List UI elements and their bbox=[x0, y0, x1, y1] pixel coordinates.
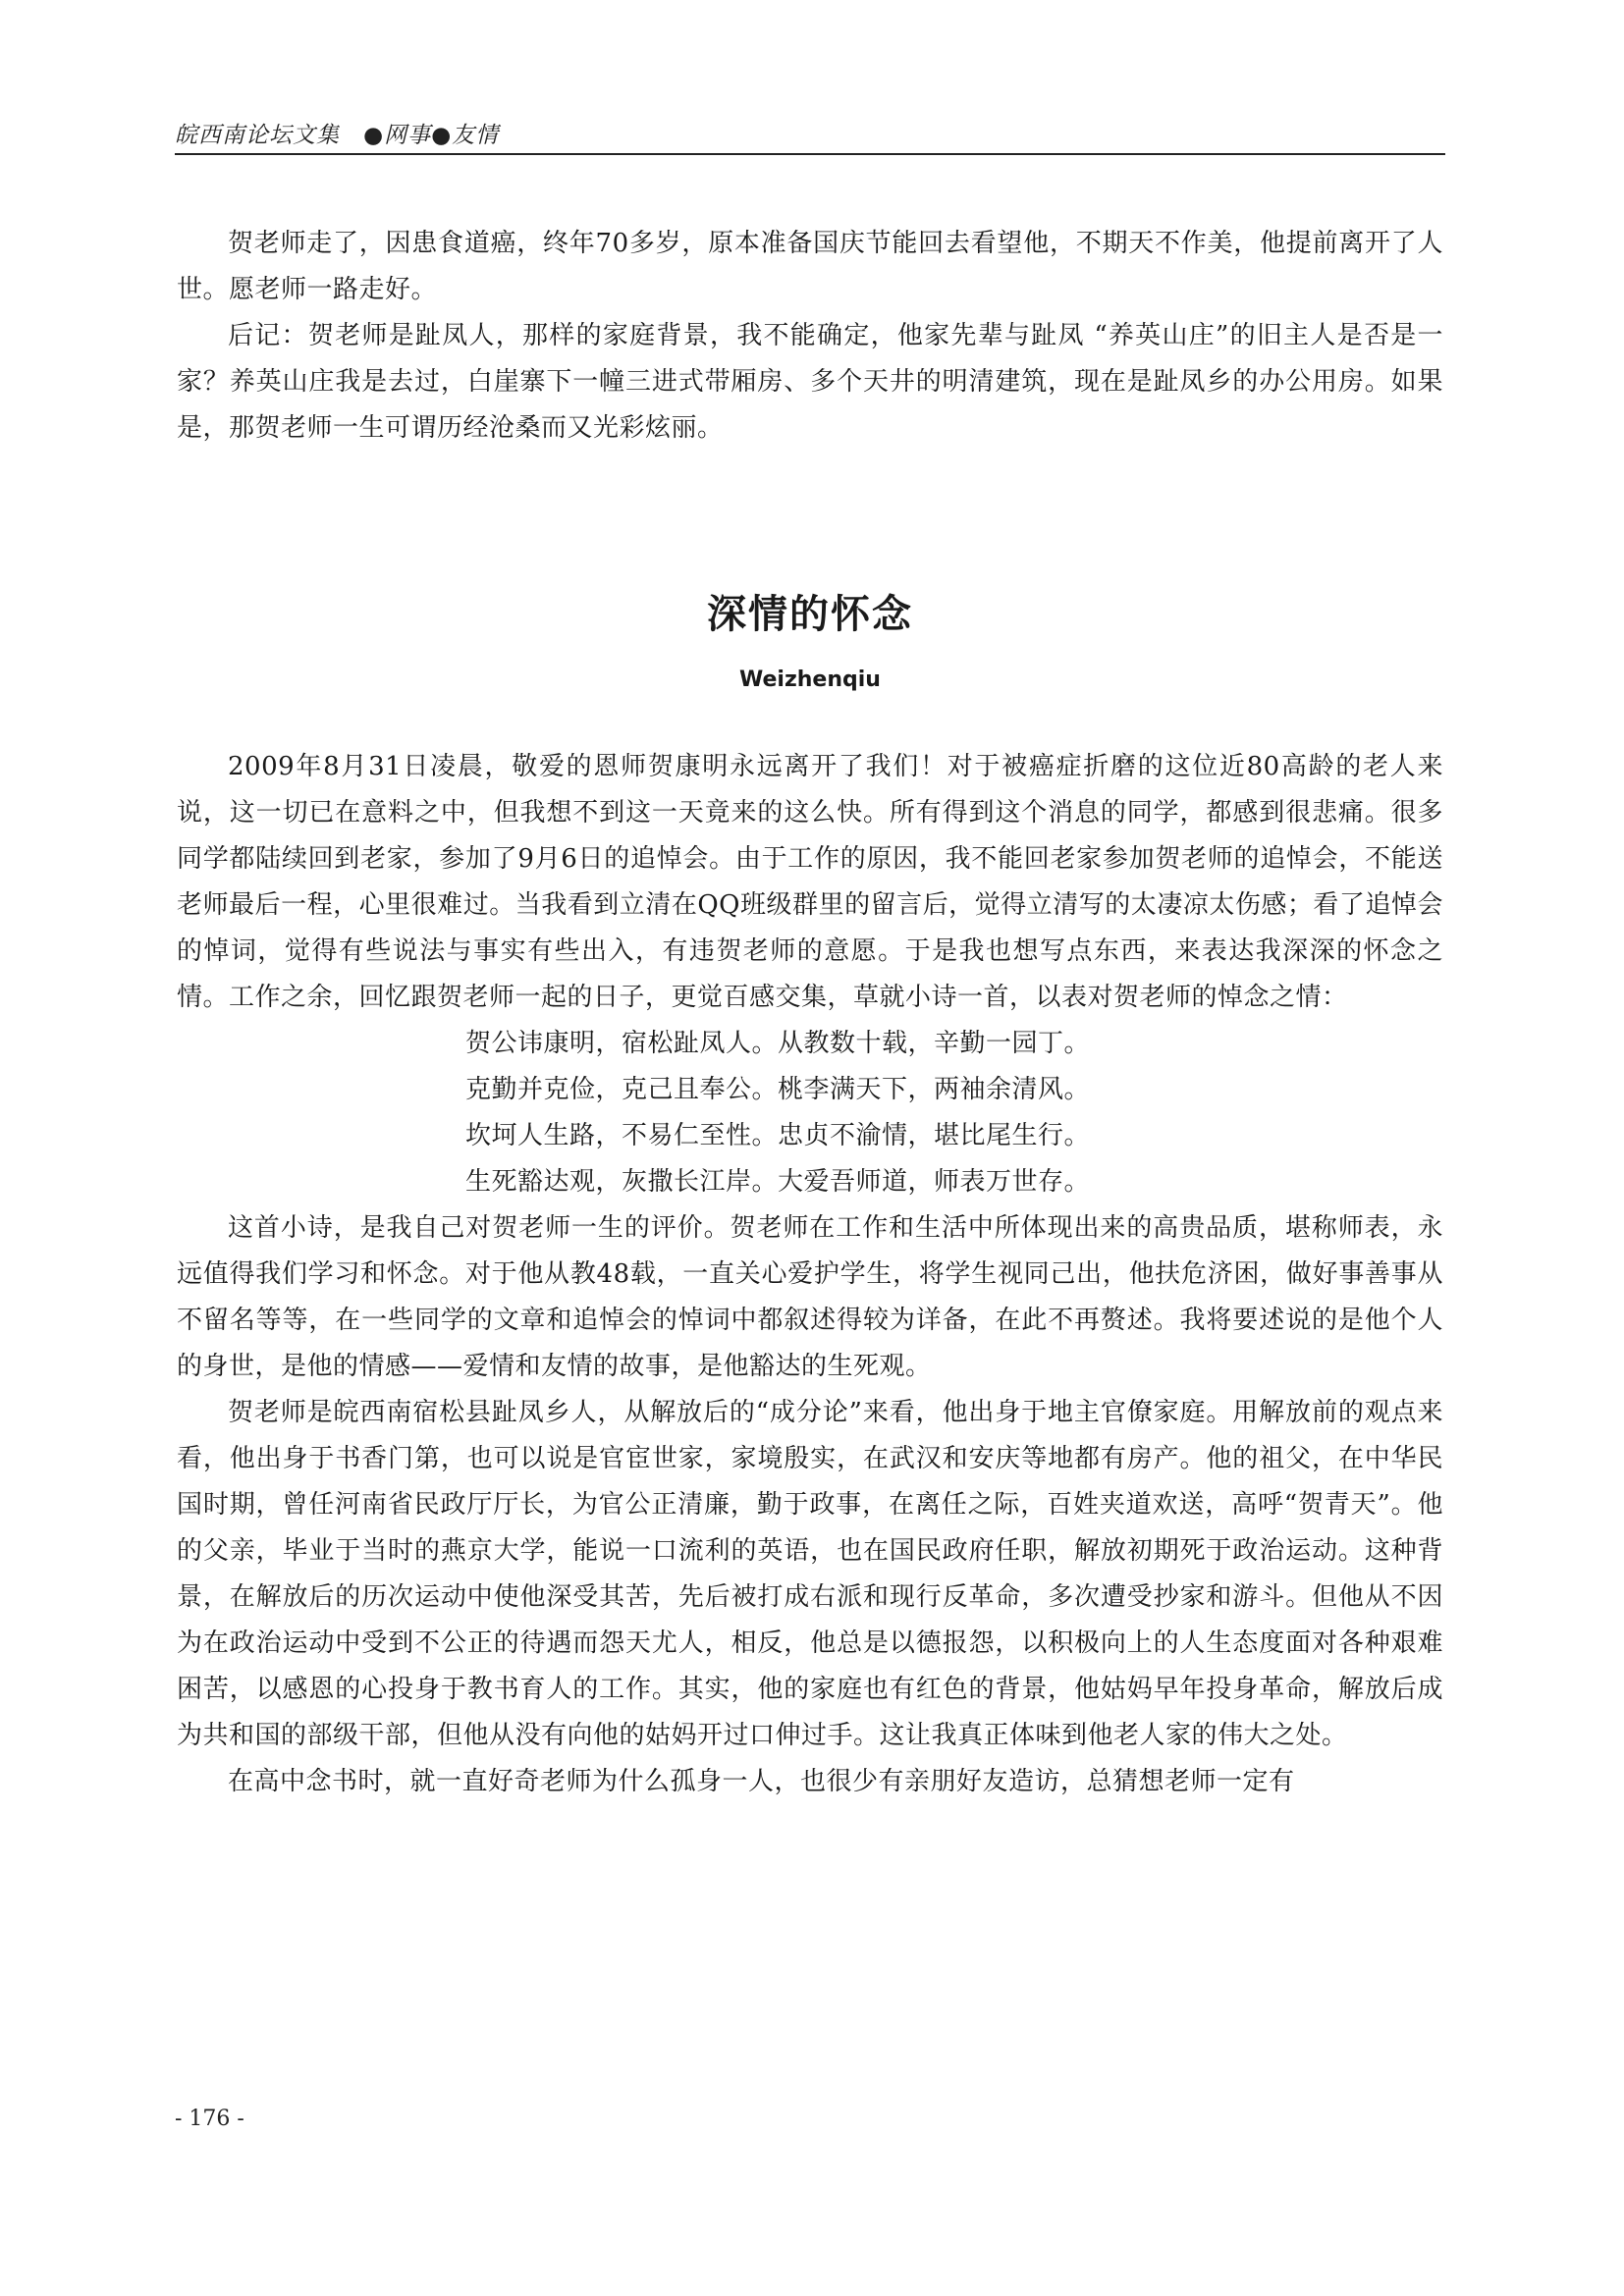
poem-line-1: 贺公讳康明，宿松趾凤人。从教数十载，辛勤一园丁。 bbox=[465, 1029, 1091, 1058]
article-body-paragraph-3: 在高中念书时，就一直好奇老师为什么孤身一人，也很少有亲朋好友造访，总猜想老师一定有 bbox=[228, 1767, 1295, 1796]
article-intro-paragraph: 2009年8月31日凌晨，敬爱的恩师贺康明永远离开了我们！对于被癌症折磨的这位近80高龄的老人来说，这一切已在意料之中，但我想不到这一天竟来的这么快。所有得到这个消息的同学，都感到很悲痛。很多同学都陆续回到老家，参加了9月6日的追悼会。由于工作的原因，我不能回老家参加贺老师的追悼会，不能送老师最后一程，心里很难过。当我看到立清在QQ班级群里的留言后，觉得立清写的太凄凉太伤感；看了追悼会的悼词，觉得有些说法与事实有些出入，有违贺老师的意愿。于是我也想写点东西，来表达我深深的怀念之情。工作之余，回忆跟贺老师一起的日子，更觉百感交集，草就小诗一首，以表对贺老师的悼念之情： bbox=[177, 752, 1443, 1012]
poem-line-2: 克勤并克俭，克己且奉公。桃李满天下，两袖余清风。 bbox=[465, 1075, 1091, 1104]
previous-article-paragraph-1: 贺老师走了，因患食道癌，终年70多岁，原本准备国庆节能回去看望他，不期天不作美，他提前离开了人世。愿老师一路走好。 bbox=[177, 229, 1443, 304]
page-content bbox=[177, 221, 1443, 1805]
article-body-paragraph-1: 这首小诗，是我自己对贺老师一生的评价。贺老师在工作和生活中所体现出来的高贵品质，堪称师表，永远值得我们学习和怀念。对于他从教48载，一直关心爱护学生，将学生视同己出，他扶危济困，做好事善事从不留名等等，在一些同学的文章和追悼会的悼词中都叙述得较为详备，在此不再赘述。我将要述说的是他个人的身世，是他的情感——爱情和友情的故事，是他豁达的生死观。 bbox=[177, 1213, 1443, 1381]
poem-line-3: 坎坷人生路，不易仁至性。忠贞不渝情，堪比尾生行。 bbox=[465, 1121, 1091, 1150]
spacer bbox=[177, 452, 1443, 587]
running-header bbox=[175, 114, 1445, 155]
article-title: 深情的怀念 bbox=[707, 592, 913, 637]
previous-article-paragraph-2: 后记：贺老师是趾凤人，那样的家庭背景，我不能确定，他家先辈与趾凤 “养英山庄”的旧主人是否是一家？养英山庄我是去过，白崖寨下一幢三进式带厢房、多个天井的明清建筑，现在是趾凤乡的办公用房。如果是，那贺老师一生可谓历经沧桑而又光彩炫丽。 bbox=[177, 321, 1443, 443]
spacer bbox=[177, 697, 1443, 744]
article-body-paragraph-2: 贺老师是皖西南宿松县趾凤乡人，从解放后的“成分论”来看，他出身于地主官僚家庭。用解放前的观点来看，他出身于书香门第，也可以说是官宦世家，家境殷实，在武汉和安庆等地都有房产。他的祖父，在中华民国时期，曾任河南省民政厅厅长，为官公正清廉，勤于政事，在离任之际，百姓夹道欢送，高呼“贺青天”。他的父亲，毕业于当时的燕京大学，能说一口流利的英语，也在国民政府任职，解放初期死于政治运动。这种背景，在解放后的历次运动中使他深受其苦，先后被打成右派和现行反革命，多次遭受抄家和游斗。但他从不因为在政治运动中受到不公正的待遇而怨天尤人，相反，他总是以德报怨，以积极向上的人生态度面对各种艰难困苦，以感恩的心投身于教书育人的工作。其实，他的家庭也有红色的背景，他姑妈早年投身革命，解放后成为共和国的部级干部，但他从没有向他的姑妈开过口伸过手。这让我真正体味到他老人家的伟大之处。 bbox=[177, 1398, 1443, 1750]
page-number: - 176 - bbox=[175, 2107, 244, 2131]
poem-line-4: 生死豁达观，灰撒长江岸。大爱吾师道，师表万世存。 bbox=[465, 1167, 1091, 1197]
article-author: Weizhenqiu bbox=[739, 667, 881, 692]
header-title: 皖西南论坛文集 ●网事●友情 bbox=[175, 123, 500, 148]
poem bbox=[465, 1021, 1443, 1205]
